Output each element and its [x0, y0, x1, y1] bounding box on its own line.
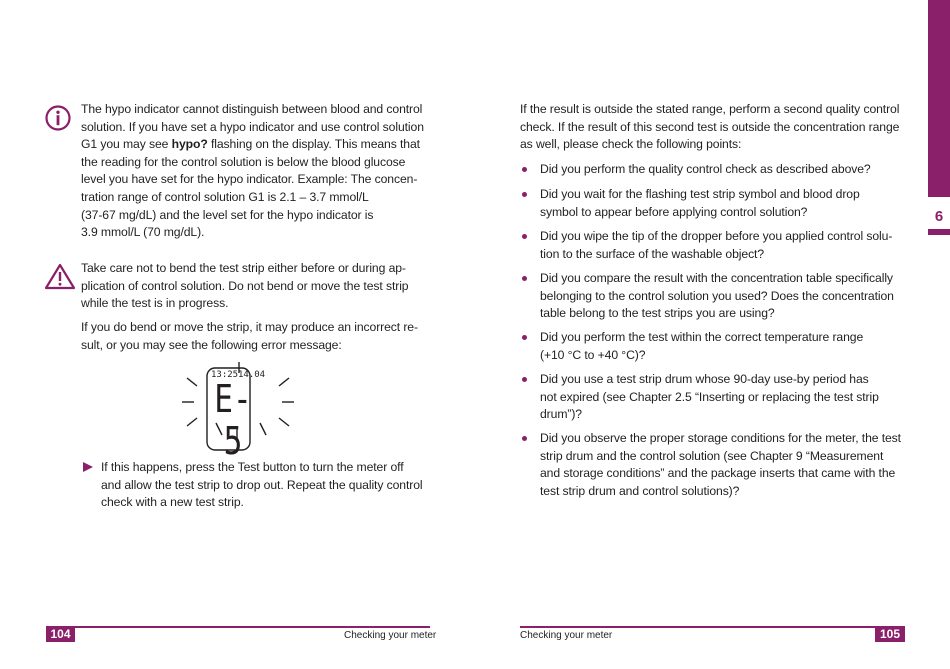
- checklist-item: Did you wait for the flashing test strip symbol and blood drop symbol to appear before applying control solution?: [540, 187, 860, 219]
- warning-line: If you do bend or move the strip, it may produce an incorrect re-: [81, 320, 418, 334]
- action-line: and allow the test strip to drop out. Repeat the quality control: [101, 477, 423, 492]
- bullet-dot: [522, 436, 527, 441]
- display-time: 13:25: [211, 370, 239, 380]
- warning-line: plication of control solution. Do not bend or move the test strip: [81, 278, 409, 293]
- warning-note: [81, 260, 431, 313]
- info-line: level you have set for the hypo indicator. Example: The concen-: [81, 172, 418, 187]
- bullet-dot: [522, 335, 527, 340]
- chapter-edge-bar-lower: [928, 229, 950, 235]
- action-instruction: [101, 459, 436, 512]
- checklist-item: Did you compare the result with the concentration table specifically belonging to the control solution you used? Does the concentration table belong to the test strips you are using?: [540, 271, 894, 321]
- hypo-keyword: hypo?: [171, 137, 208, 152]
- action-arrow-icon: [82, 461, 94, 473]
- info-line: The hypo indicator cannot distinguish between blood and control: [81, 102, 423, 116]
- footer-title-right: Checking your meter: [520, 630, 613, 641]
- intro-paragraph: [520, 101, 915, 154]
- info-line: G1 you may see hypo? flashing on the display. This means that: [81, 137, 420, 152]
- chapter-number: 6: [934, 208, 944, 225]
- warning-line: Take care not to bend the test strip either before or during ap-: [81, 261, 406, 275]
- info-icon: [44, 104, 72, 132]
- page-number-left: 104: [46, 627, 75, 642]
- checklist-item: Did you perform the quality control check as described above?: [540, 162, 871, 176]
- intro-line: check. If the result of this second test is outside the concentration range: [520, 119, 900, 134]
- action-line: If this happens, press the Test button to turn the meter off: [101, 460, 404, 474]
- bullet-dot: [522, 377, 527, 382]
- checklist-item: Did you observe the proper storage conditions for the meter, the test strip drum and the control solution (see Chapter 9 “Measurement and storage conditions” and the package inserts that came with the test strip drum and control solutions)?: [540, 431, 901, 498]
- checklist-item: Did you use a test strip drum whose 90-day use-by period has not expired (see Chapter 2.5 “Inserting or replacing the test strip drum”)?: [540, 372, 879, 422]
- footer-rule-right: [520, 626, 905, 628]
- warning-paragraph: [81, 319, 431, 354]
- intro-line: as well, please check the following points:: [520, 137, 742, 152]
- bullet-dot: [522, 192, 527, 197]
- footer-title-left: Checking your meter: [344, 630, 437, 641]
- display-error-code: E-5: [214, 377, 252, 463]
- info-line: 3.9 mmol/L (70 mg/dL).: [81, 225, 205, 240]
- info-line: (37-67 mg/dL) and the level set for the hypo indicator is: [81, 207, 374, 222]
- bullet-dot: [522, 276, 527, 281]
- footer-rule-left: [46, 626, 430, 628]
- warning-line: while the test is in progress.: [81, 296, 229, 311]
- action-line: check with a new test strip.: [101, 495, 244, 510]
- info-line: solution. If you have set a hypo indicator and use control solution: [81, 119, 424, 134]
- display-date: 14.04: [238, 370, 266, 380]
- info-note: [81, 101, 431, 242]
- info-line: the reading for the control solution is below the blood glucose: [81, 154, 406, 169]
- warning-line: sult, or you may see the following error message:: [81, 337, 342, 352]
- checklist-item: Did you perform the test within the correct temperature range (+10 °C to +40 °C)?: [540, 330, 864, 362]
- page-number-right: 105: [875, 627, 905, 642]
- intro-line: If the result is outside the stated range, perform a second quality control: [520, 102, 900, 116]
- warning-icon: [44, 262, 76, 290]
- bullet-dot: [522, 234, 527, 239]
- chapter-edge-bar: [928, 0, 950, 197]
- bullet-dot: [522, 167, 527, 172]
- meter-display-illustration: [180, 360, 295, 463]
- checklist-item: Did you wipe the tip of the dropper before you applied control solu- tion to the surface of the washable object?: [540, 229, 893, 261]
- info-line: tration range of control solution G1 is 2.1 – 3.7 mmol/L: [81, 189, 369, 204]
